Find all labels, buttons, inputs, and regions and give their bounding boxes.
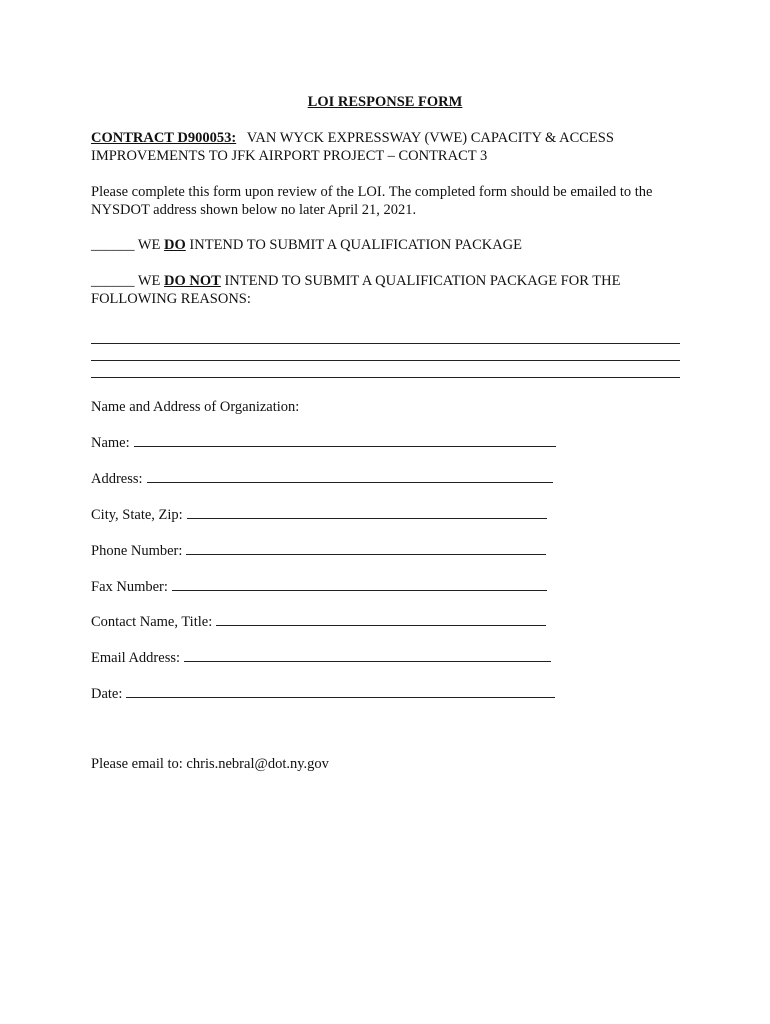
contract-title-part1: VAN WYCK EXPRESSWAY (VWE) CAPACITY & ACCESS	[246, 130, 614, 146]
city-field-row	[91, 504, 547, 524]
option-do-not-line2: FOLLOWING REASONS:	[91, 291, 251, 307]
contract-line-1	[91, 129, 614, 147]
email-field-label: Email Address:	[91, 650, 181, 666]
name-field-label: Name:	[91, 435, 130, 451]
option-do-pre: WE	[137, 237, 161, 253]
email-instructions: Please email to: chris.nebral@dot.ny.gov	[91, 756, 329, 772]
email-field-line[interactable]	[184, 647, 551, 662]
option-do-blank[interactable]: ______	[91, 237, 135, 253]
contract-label: CONTRACT D900053:	[91, 130, 237, 146]
phone-field-row	[91, 540, 546, 560]
city-field-line[interactable]	[187, 504, 547, 519]
form-title: LOI RESPONSE FORM	[307, 94, 463, 110]
date-field-label: Date:	[91, 686, 123, 702]
phone-field-label: Phone Number:	[91, 543, 183, 559]
option-do[interactable]	[91, 236, 522, 254]
date-field-line[interactable]	[126, 683, 555, 698]
address-field-line[interactable]	[147, 468, 553, 483]
city-field-label: City, State, Zip:	[91, 507, 183, 523]
fax-field-label: Fax Number:	[91, 579, 168, 595]
address-field-label: Address:	[91, 471, 143, 487]
option-do-not-blank[interactable]: ______	[91, 273, 135, 289]
option-do-not-pre: WE	[137, 273, 161, 289]
org-heading: Name and Address of Organization:	[91, 399, 300, 415]
instructions-line-1: Please complete this form upon review of the LOI. The completed form should be emailed to the	[91, 184, 653, 200]
reasons-line-2[interactable]	[91, 360, 680, 361]
name-field-line[interactable]	[134, 432, 556, 447]
option-do-post: INTEND TO SUBMIT A QUALIFICATION PACKAGE	[189, 237, 523, 253]
instructions-line-2: NYSDOT address shown below no later April 21, 2021.	[91, 202, 417, 218]
option-do-not-emph: DO NOT	[164, 273, 221, 289]
name-field-row	[91, 432, 556, 452]
phone-field-line[interactable]	[186, 540, 546, 555]
reasons-line-1[interactable]	[91, 343, 680, 344]
contact-field-line[interactable]	[216, 611, 546, 626]
contact-field-row	[91, 611, 546, 631]
option-do-not-post: INTEND TO SUBMIT A QUALIFICATION PACKAGE FOR THE	[224, 273, 621, 289]
reasons-line-3[interactable]	[91, 377, 680, 378]
fax-field-line[interactable]	[172, 576, 547, 591]
option-do-not[interactable]	[91, 272, 620, 290]
option-do-emph: DO	[164, 237, 186, 253]
email-field-row	[91, 647, 551, 667]
date-field-row	[91, 683, 555, 703]
address-field-row	[91, 468, 553, 488]
fax-field-row	[91, 576, 547, 596]
contract-title-part2: IMPROVEMENTS TO JFK AIRPORT PROJECT – CONTRACT 3	[91, 148, 488, 164]
contact-field-label: Contact Name, Title:	[91, 614, 213, 630]
